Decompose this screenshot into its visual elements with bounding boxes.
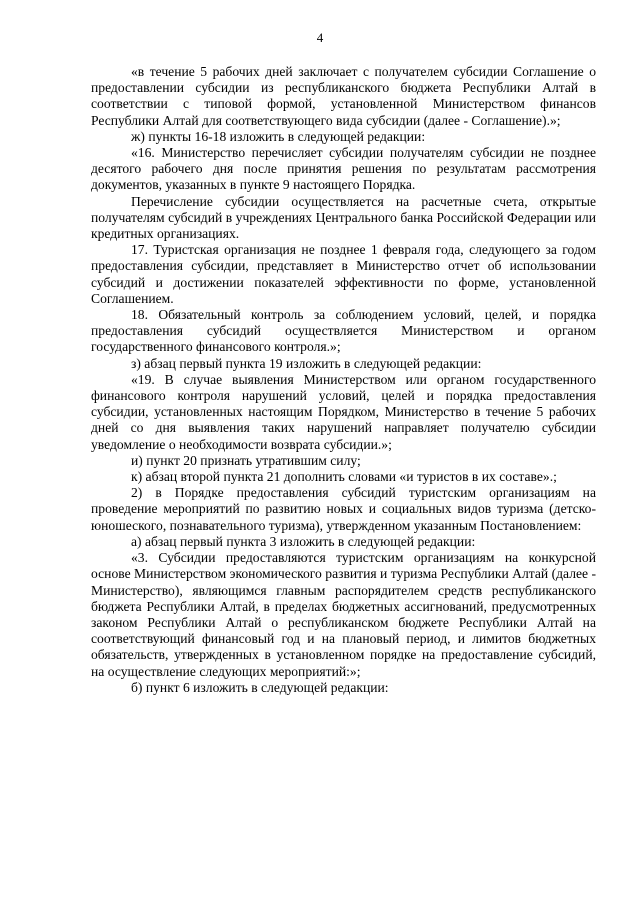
paragraph-item-k: к) абзац второй пункта 21 дополнить словами «и туристов в их составе».; <box>131 469 557 485</box>
paragraph-point-3: «3. Субсидии предоставляются туристским организациям на конкурсной основе Министерством экономического развития и туризма Республики Алтай (далее - Министерство), являющимся главным распорядителем средств республиканского бюджета Республики Алтай, в пределах бюджетных ассигнований, предусмотренных законом Республики Алтай о республиканском бюджете Республики Алтай на соответствующий финансовый год и на плановый период, и лимитов бюджетных обязательств, утвержденных в установленном порядке на предоставление субсидий, на осуществление следующих мероприятий:»; <box>91 550 596 679</box>
paragraph-point-19: «19. В случае выявления Министерством или органом государственного финансового контроля нарушений условий, целей и порядка предоставления субсидии, установленных настоящим Порядком, Министерство в течение 5 рабочих дней со дня выявления таких нарушений направляет получателю субсидии уведомление о необходимости возврата субсидии.»; <box>91 371 596 452</box>
paragraph-item-zh: ж) пункты 16-18 изложить в следующей редакции: <box>131 128 426 144</box>
paragraph-item-i: и) пункт 20 признать утратившим силу; <box>131 452 361 468</box>
paragraph-item-b: б) пункт 6 изложить в следующей редакции: <box>131 679 389 695</box>
paragraph-item-z: з) абзац первый пункта 19 изложить в следующей редакции: <box>131 355 482 371</box>
paragraph-agreement-clause: «в течение 5 рабочих дней заключает с получателем субсидии Соглашение о предоставлении субсидии из республиканского бюджета Республики Алтай в соответствии с типовой формой, установленной Министерством финансов Республики Алтай для соответствующего вида субсидии (далее - Соглашение).»; <box>91 64 596 128</box>
paragraph-point-16: «16. Министерство перечисляет субсидии получателям субсидии не позднее десятого рабочего дня после принятия решения по результатам рассмотрения документов, указанных в пункте 9 настоящего Порядка. <box>91 145 596 193</box>
document-body <box>91 64 596 696</box>
page-number: 4 <box>316 30 324 45</box>
paragraph-point-18: 18. Обязательный контроль за соблюдением условий, целей, и порядка предоставления субсидий осуществляется Министерством и органом государственного финансового контроля.»; <box>91 307 596 355</box>
paragraph-item-a: а) абзац первый пункта 3 изложить в следующей редакции: <box>131 533 476 549</box>
paragraph-point-17: 17. Туристская организация не позднее 1 февраля года, следующего за годом предоставления субсидии, представляет в Министерство отчет об использовании субсидий и достижении показателей эффективности по форме, установленной Соглашением. <box>91 242 596 306</box>
paragraph-transfer: Перечисление субсидии осуществляется на расчетные счета, открытые получателям субсидий в учреждениях Центрального банка Российской Федерации или кредитных организациях. <box>91 193 596 242</box>
paragraph-section-2: 2) в Порядке предоставления субсидий туристским организациям на проведение мероприятий по развитию новых и социальных видов туризма (детско-юношеского, познавательного туризма), утвержденном указанным Постановлением: <box>91 485 596 533</box>
